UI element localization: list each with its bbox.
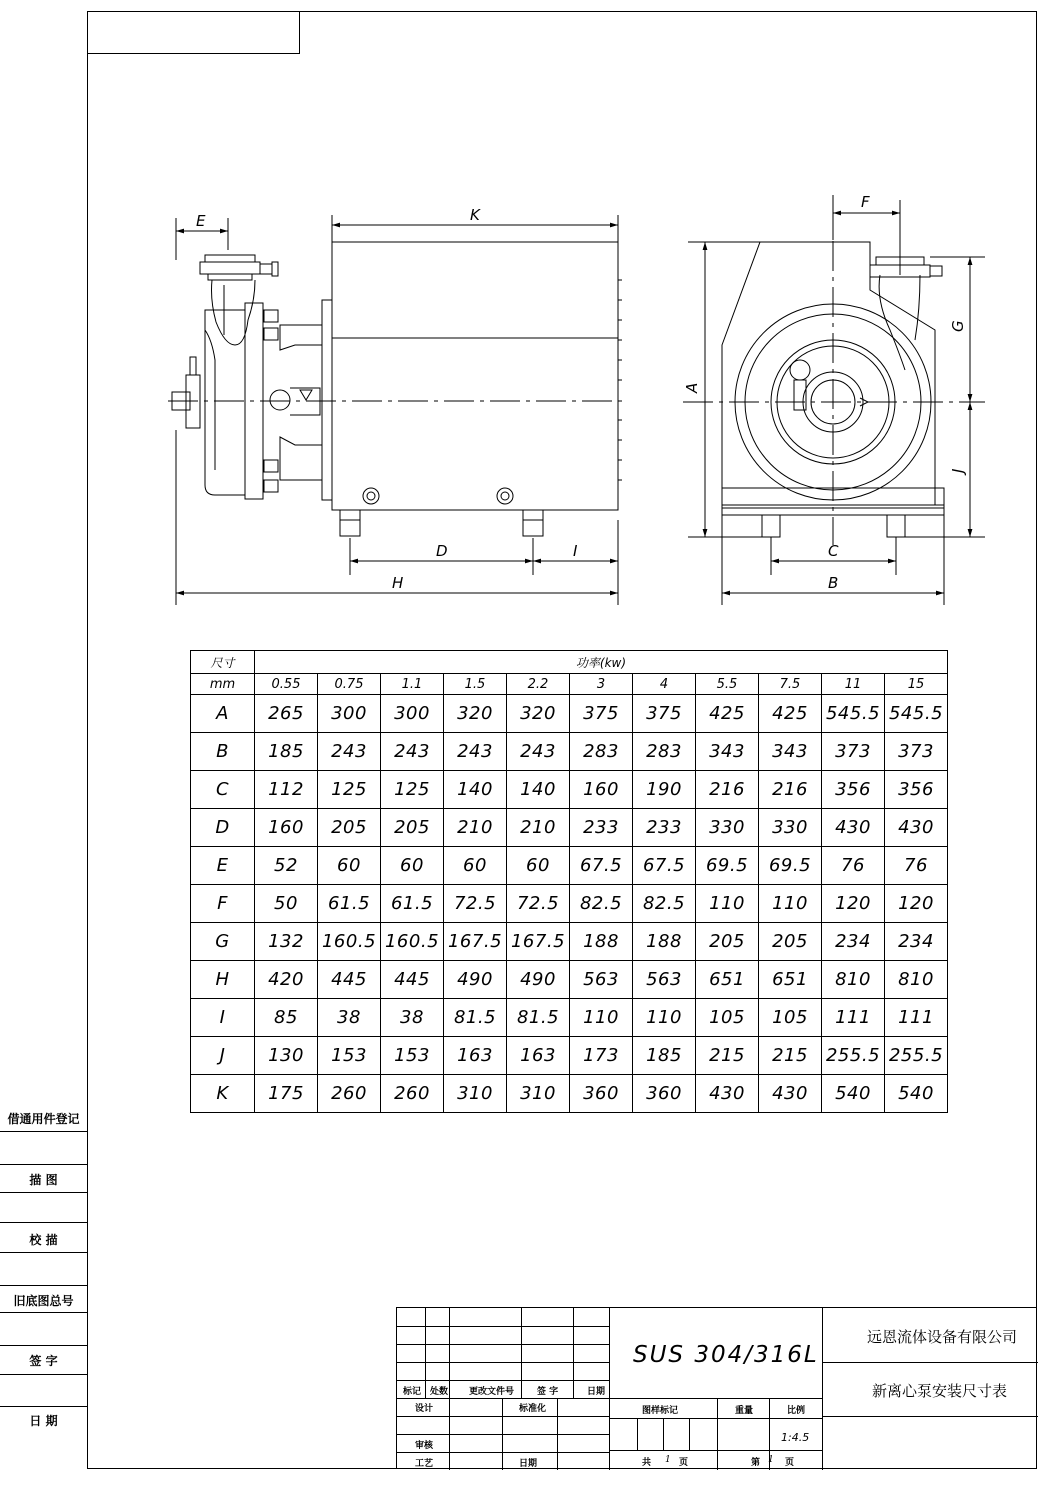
col-label-date: 日期 [587, 1387, 606, 1397]
table-cell: 110 [696, 885, 759, 923]
power-value: 2.2 [507, 674, 570, 695]
table-cell: 111 [822, 999, 885, 1037]
row-dimension-label: J [191, 1037, 255, 1075]
table-cell: 540 [885, 1075, 948, 1113]
table-cell: 185 [633, 1037, 696, 1075]
table-cell: 234 [822, 923, 885, 961]
material-label: SUS 304/316L [633, 1342, 819, 1368]
corner-label-unit: mm [191, 674, 255, 695]
row-dimension-label: B [191, 733, 255, 771]
drawing-title: 新离心泵安装尺寸表 [872, 1382, 1008, 1400]
weight-label: 重量 [735, 1406, 754, 1416]
total-pages: 1 [665, 1455, 671, 1465]
power-value: 5.5 [696, 674, 759, 695]
table-cell: 72.5 [444, 885, 507, 923]
table-cell: 233 [570, 809, 633, 847]
table-cell: 210 [507, 809, 570, 847]
power-value: 4 [633, 674, 696, 695]
table-cell: 300 [381, 695, 444, 733]
process-label: 工艺 [415, 1459, 434, 1469]
dim-label-c: C [828, 542, 839, 560]
table-cell: 540 [822, 1075, 885, 1113]
power-value: 7.5 [759, 674, 822, 695]
table-cell: 243 [507, 733, 570, 771]
table-cell: 76 [822, 847, 885, 885]
page-no: 1 [768, 1455, 774, 1465]
table-cell: 69.5 [759, 847, 822, 885]
row-dimension-label: I [191, 999, 255, 1037]
table-cell: 283 [633, 733, 696, 771]
table-cell: 38 [381, 999, 444, 1037]
table-cell: 163 [444, 1037, 507, 1075]
power-value: 0.75 [318, 674, 381, 695]
table-cell: 810 [885, 961, 948, 999]
table-cell: 490 [444, 961, 507, 999]
table-cell: 81.5 [507, 999, 570, 1037]
table-cell: 320 [507, 695, 570, 733]
table-cell: 215 [759, 1037, 822, 1075]
table-cell: 260 [318, 1075, 381, 1113]
table-cell: 545.5 [822, 695, 885, 733]
review-label: 审核 [415, 1441, 434, 1451]
dim-label-e: E [196, 212, 206, 230]
row-dimension-label: C [191, 771, 255, 809]
table-cell: 188 [633, 923, 696, 961]
table-cell: 38 [318, 999, 381, 1037]
table-cell: 430 [696, 1075, 759, 1113]
table-cell: 243 [444, 733, 507, 771]
table-cell: 265 [255, 695, 318, 733]
registry-label: 旧底图总号 [13, 1294, 74, 1308]
table-cell: 545.5 [885, 695, 948, 733]
company-name: 远恩流体设备有限公司 [867, 1328, 1018, 1346]
table-cell: 110 [570, 999, 633, 1037]
sample-mark-label: 图样标记 [642, 1406, 679, 1416]
table-cell: 110 [633, 999, 696, 1037]
table-cell: 130 [255, 1037, 318, 1075]
table-cell: 651 [696, 961, 759, 999]
power-value: 3 [570, 674, 633, 695]
table-cell: 120 [885, 885, 948, 923]
table-cell: 243 [381, 733, 444, 771]
table-cell: 216 [759, 771, 822, 809]
date-label: 日期 [519, 1459, 538, 1469]
table-cell: 215 [696, 1037, 759, 1075]
corner-label-top: 尺寸 [191, 651, 255, 674]
table-cell: 105 [696, 999, 759, 1037]
power-header: 功率(kw) [255, 651, 948, 674]
scale-label: 比例 [787, 1406, 806, 1416]
table-cell: 330 [696, 809, 759, 847]
table-cell: 120 [822, 885, 885, 923]
col-label-count: 处数 [430, 1387, 449, 1397]
table-cell: 81.5 [444, 999, 507, 1037]
scale-value: 1:4.5 [781, 1431, 810, 1444]
table-cell: 61.5 [318, 885, 381, 923]
table-cell: 430 [759, 1075, 822, 1113]
power-value: 15 [885, 674, 948, 695]
row-dimension-label: G [191, 923, 255, 961]
table-cell: 205 [759, 923, 822, 961]
table-cell: 563 [633, 961, 696, 999]
table-cell: 445 [318, 961, 381, 999]
table-cell: 205 [318, 809, 381, 847]
registry-label: 日 期 [29, 1414, 58, 1428]
table-cell: 60 [507, 847, 570, 885]
total-prefix: 共 [642, 1458, 652, 1468]
power-value: 1.1 [381, 674, 444, 695]
table-cell: 320 [444, 695, 507, 733]
table-cell: 300 [318, 695, 381, 733]
table-cell: 160 [255, 809, 318, 847]
row-dimension-label: D [191, 809, 255, 847]
table-cell: 160 [570, 771, 633, 809]
table-cell: 72.5 [507, 885, 570, 923]
table-cell: 373 [822, 733, 885, 771]
table-cell: 67.5 [633, 847, 696, 885]
dim-label-k: K [470, 206, 480, 224]
table-row [191, 809, 948, 847]
side-view [168, 215, 625, 605]
dim-label-g: G [949, 320, 967, 332]
table-cell: 82.5 [633, 885, 696, 923]
table-cell: 205 [381, 809, 444, 847]
registry-label: 借通用件登记 [7, 1112, 80, 1126]
registry-label: 校 描 [29, 1233, 58, 1247]
pump-drawing [0, 0, 1056, 640]
table-cell: 185 [255, 733, 318, 771]
table-cell: 373 [885, 733, 948, 771]
table-cell: 651 [759, 961, 822, 999]
table-cell: 160.5 [381, 923, 444, 961]
table-row [191, 885, 948, 923]
row-dimension-label: A [191, 695, 255, 733]
table-cell: 163 [507, 1037, 570, 1075]
dim-label-f: F [861, 193, 870, 211]
total-suffix: 页 [679, 1458, 689, 1468]
table-cell: 360 [633, 1075, 696, 1113]
power-value: 0.55 [255, 674, 318, 695]
table-cell: 343 [759, 733, 822, 771]
table-cell: 69.5 [696, 847, 759, 885]
table-cell: 255.5 [885, 1037, 948, 1075]
table-row [191, 733, 948, 771]
table-cell: 356 [885, 771, 948, 809]
dimension-table [190, 650, 948, 1113]
table-cell: 132 [255, 923, 318, 961]
table-cell: 243 [318, 733, 381, 771]
table-cell: 112 [255, 771, 318, 809]
power-value: 1.5 [444, 674, 507, 695]
table-cell: 140 [444, 771, 507, 809]
row-dimension-label: E [191, 847, 255, 885]
table-cell: 140 [507, 771, 570, 809]
table-row [191, 999, 948, 1037]
table-cell: 210 [444, 809, 507, 847]
table-cell: 425 [696, 695, 759, 733]
table-cell: 205 [696, 923, 759, 961]
table-cell: 125 [381, 771, 444, 809]
table-row [191, 1075, 948, 1113]
page-prefix: 第 [751, 1458, 761, 1468]
standard-label: 标准化 [519, 1404, 547, 1414]
registry-label: 描 图 [29, 1173, 58, 1187]
table-cell: 105 [759, 999, 822, 1037]
row-dimension-label: H [191, 961, 255, 999]
col-label-sign: 签 字 [537, 1387, 559, 1397]
table-cell: 445 [381, 961, 444, 999]
table-cell: 110 [759, 885, 822, 923]
table-cell: 173 [570, 1037, 633, 1075]
table-cell: 216 [696, 771, 759, 809]
dim-label-h: H [392, 574, 404, 592]
col-label-mark: 标记 [403, 1387, 422, 1397]
table-cell: 375 [570, 695, 633, 733]
title-block [396, 1307, 1037, 1469]
table-cell: 167.5 [507, 923, 570, 961]
table-cell: 563 [570, 961, 633, 999]
table-cell: 420 [255, 961, 318, 999]
col-label-change-doc: 更改文件号 [469, 1387, 515, 1397]
table-cell: 343 [696, 733, 759, 771]
table-cell: 111 [885, 999, 948, 1037]
table-cell: 61.5 [381, 885, 444, 923]
table-cell: 375 [633, 695, 696, 733]
registry-label: 签 字 [29, 1354, 58, 1368]
row-dimension-label: K [191, 1075, 255, 1113]
table-cell: 233 [633, 809, 696, 847]
table-cell: 430 [822, 809, 885, 847]
dim-label-j: J [949, 468, 967, 473]
table-cell: 260 [381, 1075, 444, 1113]
table-cell: 310 [444, 1075, 507, 1113]
dim-label-i: I [573, 542, 578, 560]
table-cell: 60 [444, 847, 507, 885]
table-cell: 330 [759, 809, 822, 847]
dim-label-d: D [436, 542, 448, 560]
table-cell: 356 [822, 771, 885, 809]
table-cell: 67.5 [570, 847, 633, 885]
table-row [191, 1037, 948, 1075]
table-row [191, 923, 948, 961]
table-cell: 125 [318, 771, 381, 809]
table-cell: 76 [885, 847, 948, 885]
table-cell: 188 [570, 923, 633, 961]
table-cell: 153 [318, 1037, 381, 1075]
table-row [191, 771, 948, 809]
table-cell: 490 [507, 961, 570, 999]
table-row [191, 847, 948, 885]
table-row [191, 695, 948, 733]
table-cell: 85 [255, 999, 318, 1037]
table-cell: 310 [507, 1075, 570, 1113]
design-label: 设计 [415, 1404, 434, 1414]
table-cell: 60 [318, 847, 381, 885]
table-cell: 52 [255, 847, 318, 885]
row-dimension-label: F [191, 885, 255, 923]
table-cell: 190 [633, 771, 696, 809]
table-cell: 255.5 [822, 1037, 885, 1075]
dim-label-b: B [828, 574, 839, 592]
power-value: 11 [822, 674, 885, 695]
table-row [191, 961, 948, 999]
table-cell: 360 [570, 1075, 633, 1113]
page-suffix: 页 [785, 1458, 795, 1468]
table-cell: 82.5 [570, 885, 633, 923]
table-cell: 175 [255, 1075, 318, 1113]
table-cell: 425 [759, 695, 822, 733]
table-cell: 283 [570, 733, 633, 771]
table-cell: 60 [381, 847, 444, 885]
table-cell: 153 [381, 1037, 444, 1075]
table-cell: 167.5 [444, 923, 507, 961]
table-cell: 430 [885, 809, 948, 847]
table-cell: 160.5 [318, 923, 381, 961]
table-cell: 234 [885, 923, 948, 961]
dim-label-a: A [683, 382, 701, 393]
table-cell: 810 [822, 961, 885, 999]
table-cell: 50 [255, 885, 318, 923]
